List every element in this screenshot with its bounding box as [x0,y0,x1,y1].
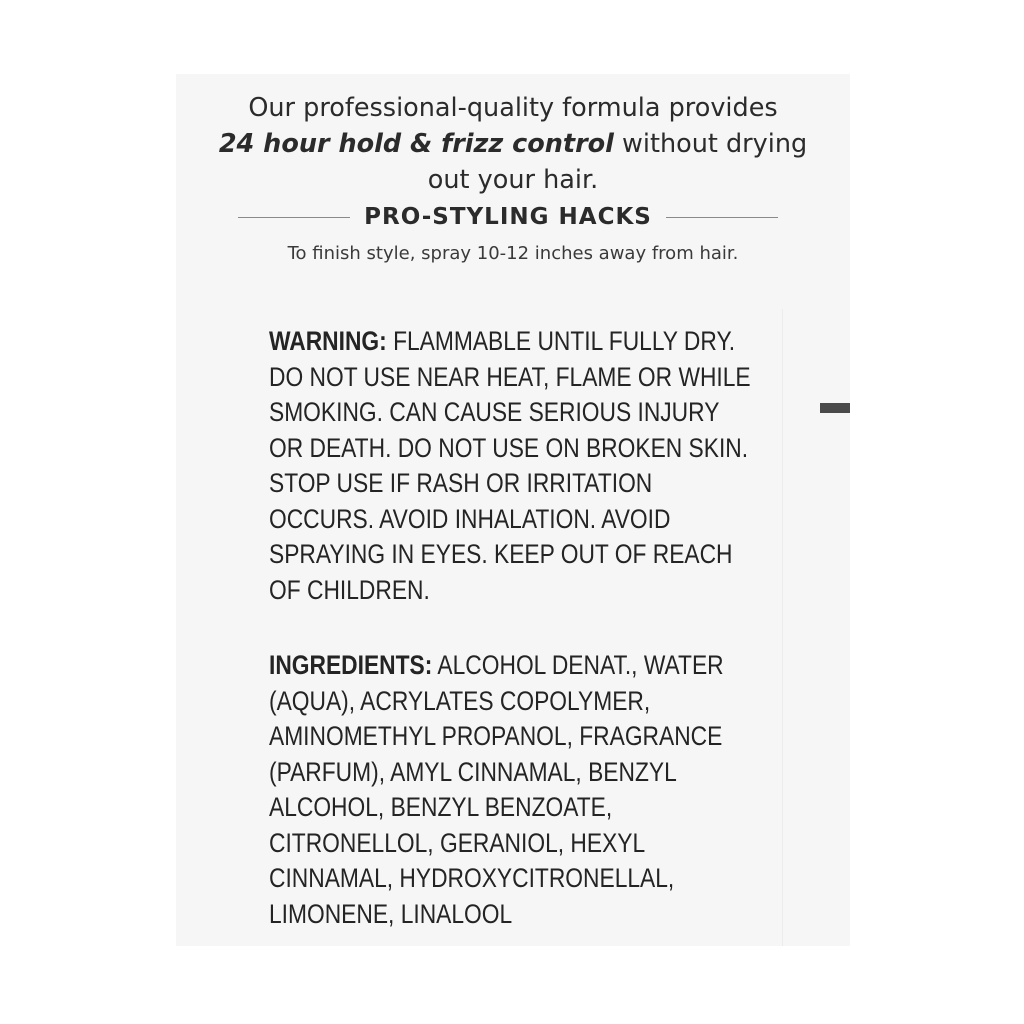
hacks-heading [238,204,778,230]
ingredients-line: LIMONENE, LINALOOL [269,898,513,929]
intro-emphasis: 24 hour hold & frizz control [218,129,614,159]
product-label [176,74,850,946]
ingredients-text: ALCOHOL DENAT., WATER [432,650,724,680]
warning-line: SPRAYING IN EYES. KEEP OUT OF REACH [269,539,733,569]
intro-line-3: out your hair. [427,165,599,195]
hacks-title: PRO-STYLING HACKS [364,204,652,230]
warning-line: STOP USE IF RASH OR IRRITATION [269,468,653,498]
ingredients-line: CITRONELLOL, GERANIOL, HEXYL [269,827,646,858]
edge-mark [820,403,850,413]
warning-line: OF CHILDREN. [269,574,430,605]
ingredients-line: AMINOMETHYL PROPANOL, FRAGRANCE [269,721,723,751]
warning-line: OCCURS. AVOID INHALATION. AVOID [269,503,671,534]
divider-right [666,217,778,218]
divider-left [238,217,350,218]
ingredients-line: (AQUA), ACRYLATES COPOLYMER, [269,685,651,716]
intro-line-2-rest: without drying [613,129,808,159]
intro-line-1: Our professional-quality formula provides [248,93,778,123]
ingredients-line: CINNAMAL, HYDROXYCITRONELLAL, [269,863,675,893]
ingredients-line: (PARFUM), AMYL CINNAMAL, BENZYL [269,756,677,787]
warning-line: DO NOT USE NEAR HEAT, FLAME OR WHILE [269,361,751,392]
ingredients-heading: INGREDIENTS: [269,650,433,680]
warning-line: SMOKING. CAN CAUSE SERIOUS INJURY [269,397,720,427]
hacks-tip: To finish style, spray 10-12 inches away from hair. [287,243,739,264]
ingredients-line [269,648,759,684]
warning-line [269,324,759,360]
warning-heading: WARNING: [269,326,387,356]
ingredients-section [269,648,759,932]
warning-text: FLAMMABLE UNTIL FULLY DRY. [386,326,736,356]
ingredients-line: ALCOHOL, BENZYL BENZOATE, [269,792,613,822]
warning-section [269,324,759,608]
intro-text [176,90,850,198]
warning-line: OR DEATH. DO NOT USE ON BROKEN SKIN. [269,432,749,463]
